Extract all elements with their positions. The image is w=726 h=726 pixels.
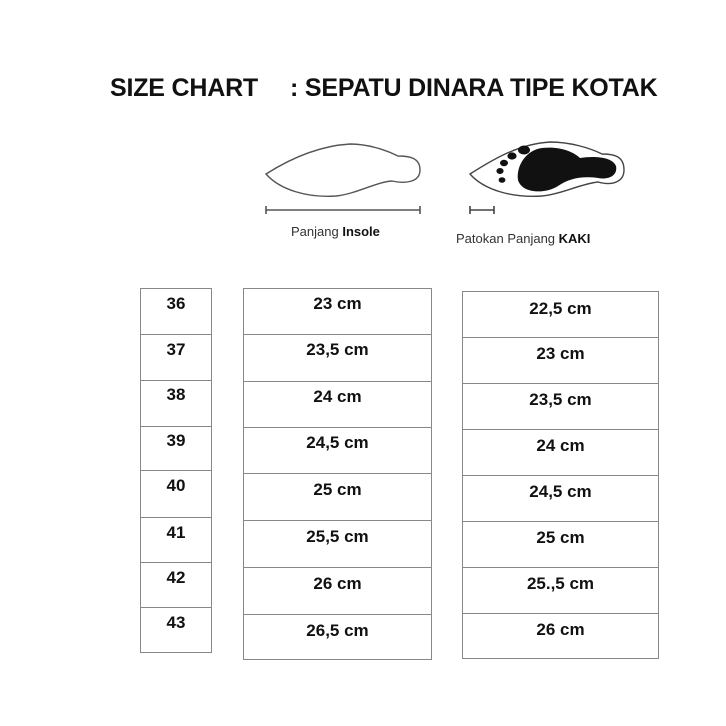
foot-length-cell: 24 cm [463, 430, 658, 476]
insole-length-cell: 23 cm [244, 289, 431, 335]
page-title [0, 74, 726, 110]
foot-length-cell: 23 cm [463, 338, 658, 384]
insole-length-cell: 23,5 cm [244, 335, 431, 382]
size-cell: 43 [166, 613, 186, 632]
insole-length-cell: 24,5 cm [244, 428, 431, 474]
title-right: : SEPATU DINARA TIPE KOTAK [290, 74, 658, 102]
insole-caption-bold: Insole [342, 224, 380, 239]
size-cell: 36 [141, 289, 211, 335]
foot-length-cell: 25.,5 cm [463, 568, 658, 614]
size-cell: 41 [141, 518, 211, 563]
foot-in-shoe-icon [462, 136, 632, 220]
foot-length-cell: 23,5 cm [463, 384, 658, 430]
insole-length-cell: 26,5 cm [306, 621, 369, 640]
insole-length-cell: 24 cm [244, 382, 431, 428]
size-cell: 42 [141, 563, 211, 608]
foot-caption-prefix: Patokan Panjang [456, 231, 559, 246]
insole-outline-icon [258, 136, 428, 220]
insole-length-cell: 25 cm [244, 474, 431, 521]
size-cell: 40 [141, 471, 211, 518]
insole-length-column [243, 288, 432, 660]
insole-length-cell: 25,5 cm [244, 521, 431, 568]
foot-length-cell: 22,5 cm [463, 292, 658, 338]
size-column [140, 288, 212, 653]
foot-length-cell: 26 cm [536, 620, 585, 639]
size-cell: 37 [141, 335, 211, 381]
title-left: SIZE CHART [110, 74, 259, 102]
foot-caption-bold: KAKI [558, 231, 591, 246]
foot-length-cell: 25 cm [463, 522, 658, 568]
foot-length-column [462, 291, 659, 659]
size-cell: 39 [141, 427, 211, 471]
foot-length-cell: 24,5 cm [463, 476, 658, 522]
insole-caption [291, 224, 380, 239]
insole-length-cell: 26 cm [244, 568, 431, 615]
insole-caption-prefix: Panjang [291, 224, 343, 239]
size-cell: 38 [141, 381, 211, 427]
foot-caption [456, 231, 590, 246]
